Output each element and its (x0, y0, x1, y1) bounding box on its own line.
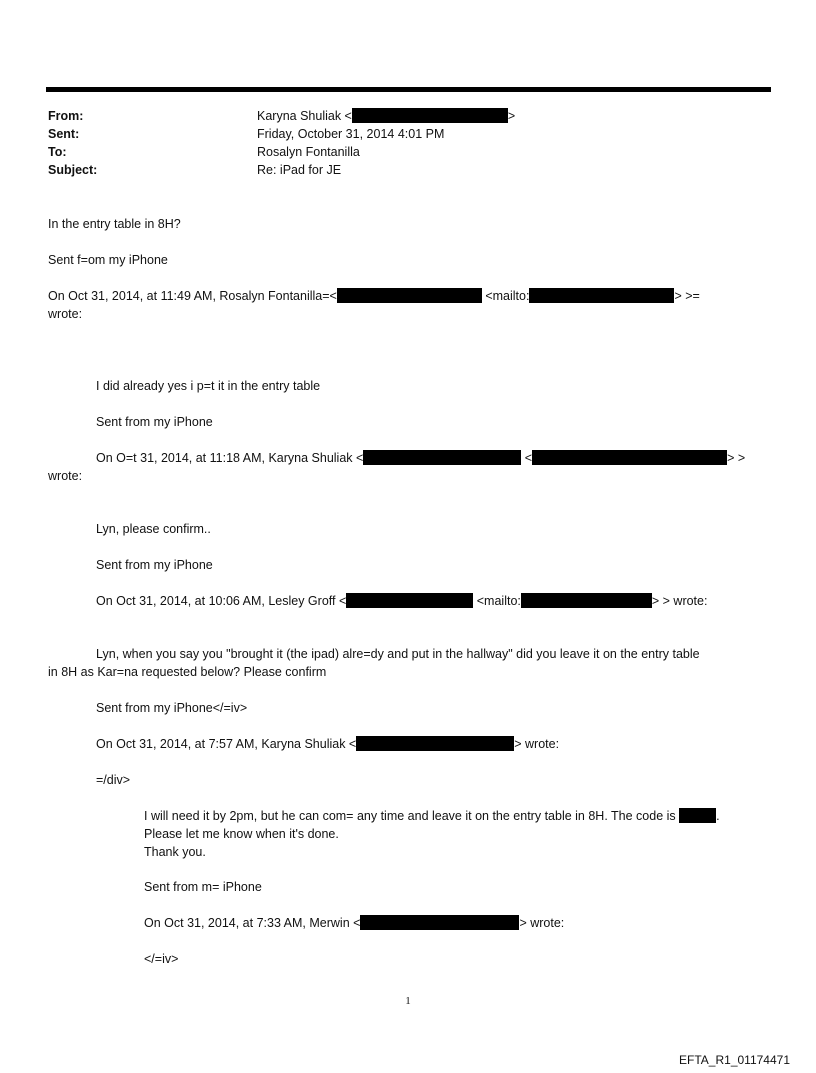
quoted-line: </=iv> (144, 952, 179, 966)
redaction-block (363, 450, 521, 465)
redaction-block (679, 808, 716, 823)
quoted-line (144, 807, 720, 825)
text-segment: > > (727, 451, 746, 465)
text-segment: < (524, 451, 533, 465)
body-line: In the entry table in 8H? (48, 217, 181, 231)
to-label: To: (48, 145, 67, 159)
text-segment: > > wrote: (651, 594, 708, 608)
quoted-line: Thank you. (144, 845, 206, 859)
redaction-block (529, 288, 674, 303)
quoted-line: Please let me know when it's done. (144, 827, 339, 841)
quoted-line (96, 735, 559, 753)
bates-number: EFTA_R1_01174471 (679, 1053, 790, 1067)
quoted-line: Sent from my iPhone</=iv> (96, 701, 248, 715)
subject-value: Re: iPad for JE (257, 163, 342, 177)
body-line: Sent f=om my iPhone (48, 253, 168, 267)
text-segment: <mailto: (485, 289, 530, 303)
from-close: > (507, 109, 516, 123)
redaction-block (356, 736, 514, 751)
text-segment: I will need it by 2pm, but he can com= any time and leave it on the entry table in 8H. The code is (144, 809, 676, 823)
body-line: wrote: (48, 469, 83, 483)
quoted-line (144, 914, 564, 932)
quoted-line (96, 449, 745, 467)
from-label: From: (48, 109, 84, 123)
subject-label: Subject: (48, 163, 98, 177)
header-rule (46, 87, 771, 92)
quoted-line: Sent from my iPhone (96, 415, 213, 429)
redaction-block (521, 593, 652, 608)
quoted-line (96, 592, 707, 610)
text-segment: . (716, 809, 720, 823)
page-number: 1 (405, 995, 411, 1007)
to-value: Rosalyn Fontanilla (257, 145, 360, 159)
body-line (48, 287, 700, 305)
text-segment: > wrote: (514, 737, 560, 751)
sent-value: Friday, October 31, 2014 4:01 PM (257, 127, 445, 141)
quoted-line: Sent from my iPhone (96, 558, 213, 572)
redaction-block (352, 108, 508, 123)
text-segment: > wrote: (519, 916, 565, 930)
text-segment: <mailto: (476, 594, 521, 608)
text-segment: On Oct 31, 2014, at 10:06 AM, Lesley Groff < (96, 594, 347, 608)
sent-label: Sent: (48, 127, 80, 141)
redaction-block (360, 915, 519, 930)
text-segment: On Oct 31, 2014, at 11:49 AM, Rosalyn Fontanilla=< (48, 289, 337, 303)
redaction-block (337, 288, 482, 303)
quoted-line: Lyn, please confirm.. (96, 522, 211, 536)
text-segment: On Oct 31, 2014, at 7:57 AM, Karyna Shuliak < (96, 737, 357, 751)
text-segment: > >= (674, 289, 700, 303)
quoted-line: Sent from m= iPhone (144, 880, 262, 894)
quoted-line: =/div> (96, 773, 131, 787)
body-line: in 8H as Kar=na requested below? Please confirm (48, 665, 327, 679)
redaction-block (532, 450, 727, 465)
from-name: Karyna Shuliak < (257, 109, 352, 123)
body-line: wrote: (48, 307, 83, 321)
text-segment: On Oct 31, 2014, at 7:33 AM, Merwin < (144, 916, 361, 930)
redaction-block (346, 593, 473, 608)
quoted-line: I did already yes i p=t it in the entry table (96, 379, 321, 393)
text-segment: On O=t 31, 2014, at 11:18 AM, Karyna Shuliak < (96, 451, 364, 465)
quoted-line: Lyn, when you say you "brought it (the ipad) alre=dy and put in the hallway" did you leave it on the entry table (96, 647, 700, 661)
from-value (257, 107, 515, 125)
